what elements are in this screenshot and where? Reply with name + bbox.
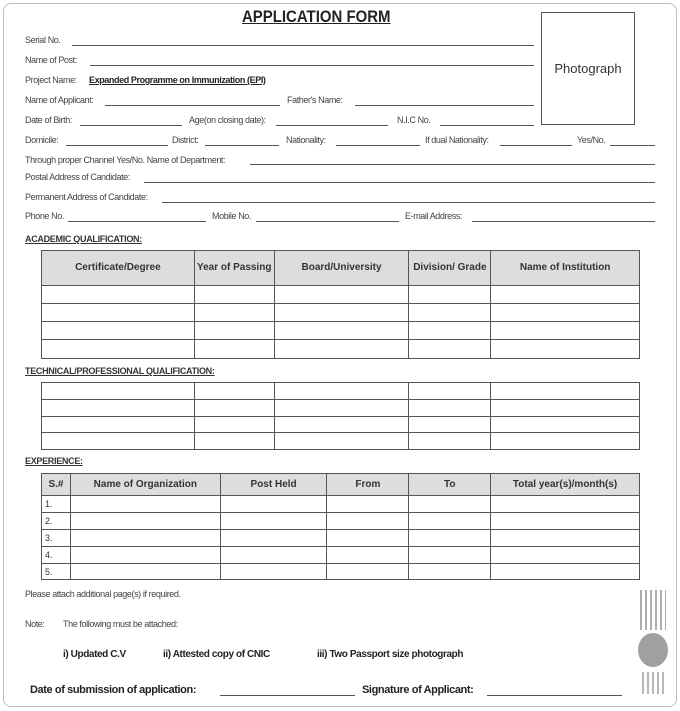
district-label: District: [172, 135, 199, 145]
row-number: 3. [42, 530, 71, 547]
attachment-cnic: ii) Attested copy of CNIC [163, 649, 270, 660]
submission-date-field[interactable] [220, 695, 355, 696]
nic-label: N.I.C No. [397, 115, 431, 125]
submission-date-label: Date of submission of application: [30, 684, 197, 696]
additional-pages-note: Please attach additional page(s) if required. [25, 589, 181, 599]
permanent-label: Permanent Address of Candidate: [25, 192, 148, 202]
post-label: Name of Post: [25, 55, 77, 65]
channel-label: Through proper Channel Yes/No. Name of Department: [25, 155, 226, 165]
nic-field[interactable] [440, 125, 534, 126]
domicile-label: Domicile: [25, 135, 59, 145]
channel-field[interactable] [250, 164, 655, 165]
age-label: Age(on closing date): [189, 115, 266, 125]
table-row[interactable] [42, 304, 640, 322]
table-row[interactable] [42, 564, 640, 580]
table-row[interactable] [42, 513, 640, 530]
photograph-label: Photograph [554, 61, 622, 76]
postal-label: Postal Address of Candidate: [25, 172, 130, 182]
experience-heading: EXPERIENCE: [25, 456, 83, 466]
table-row[interactable] [42, 400, 640, 417]
father-field[interactable] [355, 105, 534, 106]
postal-field[interactable] [144, 182, 655, 183]
stamp-mark-graphic [642, 672, 664, 694]
age-field[interactable] [276, 125, 388, 126]
project-label: Project Name: [25, 75, 77, 85]
table-row[interactable] [42, 286, 640, 304]
dual-nationality-field[interactable] [500, 145, 572, 146]
stamp-text-graphic [640, 590, 666, 630]
attachment-cv: i) Updated C.V [63, 649, 126, 660]
serial-field[interactable] [72, 45, 534, 46]
signature-field[interactable] [487, 695, 622, 696]
col-post: Post Held [220, 474, 327, 496]
row-number: 2. [42, 513, 71, 530]
note-text: The following must be attached: [63, 619, 178, 629]
technical-table [41, 382, 640, 450]
table-row[interactable] [42, 417, 640, 433]
col-to: To [409, 474, 491, 496]
table-row[interactable] [42, 433, 640, 450]
col-division: Division/ Grade [409, 251, 491, 286]
form-title: APPLICATION FORM [242, 7, 391, 26]
table-row[interactable] [42, 322, 640, 340]
yesno-label: Yes/No. [577, 135, 606, 145]
serial-label: Serial No. [25, 35, 61, 45]
phone-field[interactable] [68, 221, 206, 222]
table-row[interactable] [42, 530, 640, 547]
post-field[interactable] [90, 65, 534, 66]
father-label: Father's Name: [287, 95, 343, 105]
attachment-photo: iii) Two Passport size photograph [317, 649, 464, 660]
col-certificate: Certificate/Degree [42, 251, 195, 286]
col-year: Year of Passing [194, 251, 274, 286]
table-row[interactable] [42, 547, 640, 564]
signature-label: Signature of Applicant: [362, 684, 474, 696]
logo-seal-icon [638, 633, 668, 667]
phone-label: Phone No. [25, 211, 64, 221]
row-number: 4. [42, 547, 71, 564]
domicile-field[interactable] [66, 145, 168, 146]
photograph-box [541, 12, 635, 125]
project-value: Expanded Programme on Immunization (EPI) [89, 75, 266, 85]
col-total: Total year(s)/month(s) [491, 474, 640, 496]
col-board: Board/University [274, 251, 409, 286]
academic-table [41, 250, 640, 359]
col-organization: Name of Organization [70, 474, 220, 496]
academic-heading: ACADEMIC QUALIFICATION: [25, 234, 142, 244]
email-field[interactable] [472, 221, 655, 222]
nationality-label: Nationality: [286, 135, 326, 145]
col-sno: S.# [42, 474, 71, 496]
experience-table [41, 473, 640, 580]
applicant-field[interactable] [105, 105, 280, 106]
table-row[interactable] [42, 496, 640, 513]
district-field[interactable] [205, 145, 279, 146]
row-number: 5. [42, 564, 71, 580]
dob-field[interactable] [80, 125, 182, 126]
email-label: E-mail Address: [405, 211, 463, 221]
permanent-field[interactable] [162, 202, 655, 203]
table-row[interactable] [42, 340, 640, 359]
row-number: 1. [42, 496, 71, 513]
note-label: Note: [25, 619, 45, 629]
yesno-field[interactable] [610, 145, 655, 146]
col-institution: Name of Institution [491, 251, 640, 286]
applicant-label: Name of Applicant: [25, 95, 94, 105]
dual-nationality-label: If dual Nationality: [425, 135, 489, 145]
nationality-field[interactable] [336, 145, 420, 146]
dob-label: Date of Birth: [25, 115, 72, 125]
technical-heading: TECHNICAL/PROFESSIONAL QUALIFICATION: [25, 366, 215, 376]
mobile-field[interactable] [256, 221, 399, 222]
table-row[interactable] [42, 383, 640, 400]
col-from: From [327, 474, 409, 496]
mobile-label: Mobile No. [212, 211, 252, 221]
